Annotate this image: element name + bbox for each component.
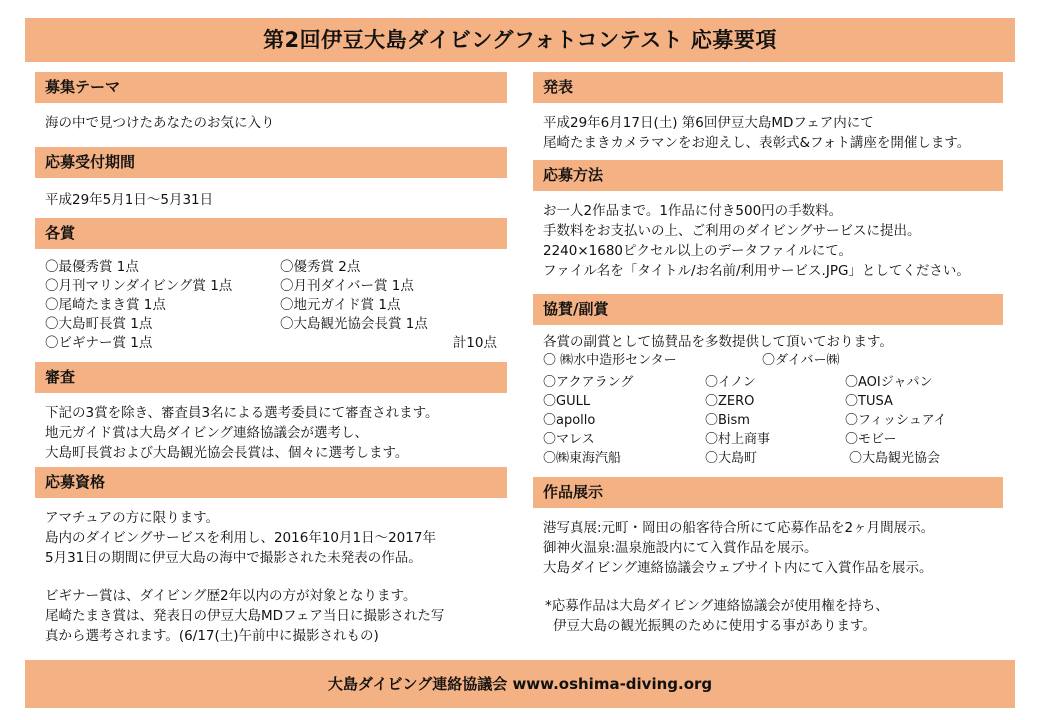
eligibility-note-line: ビギナー賞は、ダイビング歴2年以内の方が対象となります。	[45, 588, 417, 604]
announcement-line: 尾崎たまきカメラマンをお迎えし、表彰式&フォト講座を開催します。	[543, 135, 971, 151]
sponsor-item: 〇Bism	[705, 413, 750, 428]
period-text: 平成29年5月1日〜5月31日	[45, 192, 214, 208]
sponsor-item: 〇マレス	[543, 432, 595, 447]
awards-heading: 各賞	[35, 218, 507, 249]
award-item: 〇大島町長賞 1点	[45, 316, 153, 332]
judging-section	[35, 362, 507, 463]
exhibit-line: 御神火温泉:温泉施設内にて入賞作品を展示。	[543, 540, 818, 556]
sponsor-item: 〇AOIジャパン	[845, 375, 933, 390]
method-line: 2240×1680ピクセル以上のデータファイルにて。	[543, 243, 852, 259]
footer-organization: 大島ダイビング連絡協議会 www.oshima-diving.org	[25, 660, 1015, 708]
award-item: 〇尾崎たまき賞 1点	[45, 297, 166, 313]
award-item: 〇月刊マリンダイビング賞 1点	[45, 278, 233, 294]
theme-text: 海の中で見つけたあなたのお気に入り	[45, 115, 275, 131]
sponsor-item: 〇大島町	[705, 451, 758, 466]
sponsor-item: 〇GULL	[543, 394, 591, 409]
judging-line: 地元ガイド賞は大島ダイビング連絡協議会が選考し、	[45, 425, 369, 441]
sponsor-item: 〇村上商事	[705, 432, 771, 447]
eligibility-line: アマチュアの方に限ります。	[45, 510, 220, 526]
award-item: 〇ビギナー賞 1点	[45, 335, 153, 351]
exhibit-note-line: 伊豆大島の観光振興のために使用する事があります。	[553, 618, 876, 634]
sponsor-item: 〇モビー	[845, 432, 897, 447]
award-item: 〇月刊ダイバー賞 1点	[280, 278, 414, 294]
sponsor-item: 〇ZERO	[705, 394, 755, 409]
sponsor-item: 〇アクアラング	[543, 375, 634, 390]
theme-section	[35, 72, 507, 133]
announcement-heading: 発表	[533, 72, 1003, 103]
sponsors-heading: 協賛/副賞	[533, 294, 1003, 325]
eligibility-section	[35, 467, 507, 646]
eligibility-line: 島内のダイビングサービスを利用し、2016年10月1日〜2017年	[45, 530, 436, 546]
eligibility-note-line: 真から選考されます。(6/17(土)午前中に撮影されもの)	[45, 628, 379, 644]
sponsor-item: 〇㈱東海汽船	[543, 451, 622, 466]
judging-line: 大島町長賞および大島観光協会長賞は、個々に選考します。	[45, 445, 409, 461]
method-section	[533, 160, 1003, 281]
method-line: お一人2作品まで。1作品に付き500円の手数料。	[543, 203, 843, 219]
method-line: 手数料をお支払いの上、ご利用のダイビングサービスに提出。	[543, 223, 921, 239]
sponsor-item: 〇 ㈱水中造形センター	[543, 353, 677, 368]
judging-heading: 審査	[35, 362, 507, 393]
method-line: ファイル名を「タイトル/お名前/利用サービス.JPG」としてください。	[543, 263, 970, 279]
period-section	[35, 147, 507, 210]
page-title: 第2回伊豆大島ダイビングフォトコンテスト 応募要項	[25, 18, 1015, 62]
eligibility-note-line: 尾崎たまき賞は、発表日の伊豆大島MDフェア当日に撮影された写	[45, 608, 445, 624]
exhibit-section	[533, 477, 1003, 636]
sponsor-item: 〇イノン	[705, 375, 756, 390]
judging-line: 下記の3賞を除き、審査員3名による選考委員にて審査されます。	[45, 405, 439, 421]
exhibit-line: 大島ダイビング連絡協議会ウェブサイト内にて入賞作品を展示。	[543, 560, 933, 576]
exhibit-heading: 作品展示	[533, 477, 1003, 508]
awards-section	[35, 218, 507, 359]
award-item: 〇最優秀賞 1点	[45, 259, 139, 275]
announcement-line: 平成29年6月17日(土) 第6回伊豆大島MDフェア内にて	[543, 115, 874, 131]
sponsors-section	[533, 294, 1003, 465]
sponsors-intro: 各賞の副賞として協賛品を多数提供して頂いております。	[543, 334, 893, 350]
award-item: 〇優秀賞 2点	[280, 259, 361, 275]
theme-heading: 募集テーマ	[35, 72, 507, 103]
sponsor-item: 〇apollo	[543, 413, 596, 428]
awards-total: 計10点	[452, 335, 497, 351]
exhibit-line: 港写真展:元町・岡田の船客待合所にて応募作品を2ヶ月間展示。	[543, 520, 935, 536]
announcement-section	[533, 72, 1003, 153]
award-item: 〇大島観光協会長賞 1点	[280, 316, 428, 332]
sponsor-item: 〇大島観光協会	[849, 451, 941, 466]
sponsor-item: 〇ダイバー㈱	[762, 353, 840, 368]
eligibility-line: 5月31日の期間に伊豆大島の海中で撮影された未発表の作品。	[45, 550, 422, 566]
exhibit-note-line: *応募作品は大島ダイビング連絡協議会が使用権を持ち、	[545, 598, 889, 614]
method-heading: 応募方法	[533, 160, 1003, 191]
sponsor-item: 〇TUSA	[845, 394, 893, 409]
period-heading: 応募受付期間	[35, 147, 507, 178]
sponsor-item: 〇フィッシュアイ	[845, 413, 947, 428]
award-item: 〇地元ガイド賞 1点	[280, 297, 401, 313]
eligibility-heading: 応募資格	[35, 467, 507, 498]
